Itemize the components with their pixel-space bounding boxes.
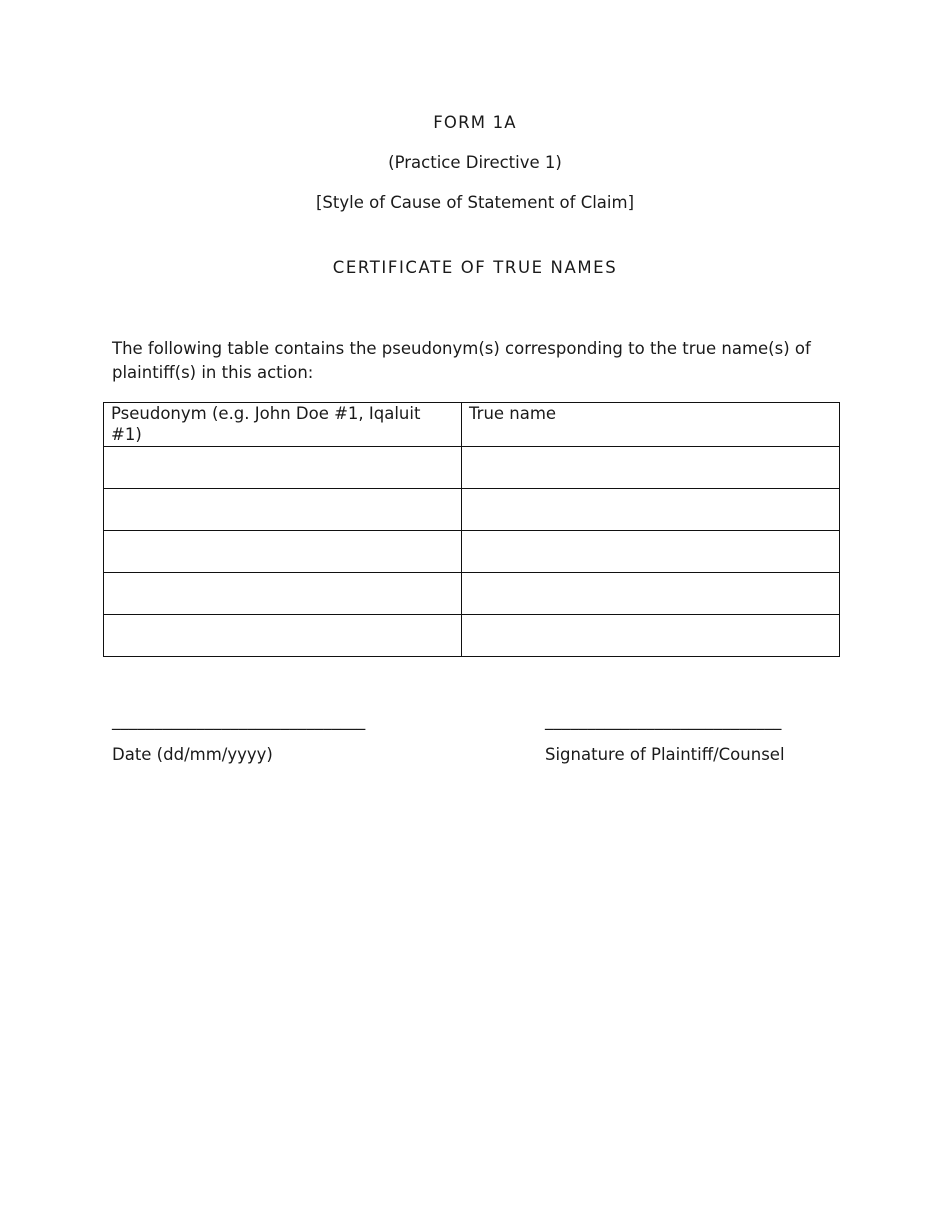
table-row [104,573,840,615]
table-row [104,531,840,573]
signature-blank-line[interactable]: ____________________________ [545,711,782,730]
table-row [104,615,840,657]
pseudonym-cell[interactable] [104,447,462,489]
true-name-cell[interactable] [462,573,840,615]
true-name-cell[interactable] [462,531,840,573]
pseudonym-cell[interactable] [104,573,462,615]
true-name-cell[interactable] [462,615,840,657]
date-label: Date (dd/mm/yyyy) [112,745,273,764]
true-name-column-header: True name [462,403,840,447]
pseudonym-cell[interactable] [104,615,462,657]
style-of-cause: [Style of Cause of Statement of Claim] [315,193,635,212]
pseudonym-cell[interactable] [104,489,462,531]
pseudonym-table [103,402,840,657]
table-row [104,489,840,531]
true-name-cell[interactable] [462,489,840,531]
intro-paragraph: The following table contains the pseudonym(s) corresponding to the true name(s) of plaintiff(s) in this action: [112,339,811,382]
pseudonym-column-header: Pseudonym (e.g. John Doe #1, Iqaluit #1) [104,403,462,447]
signature-label: Signature of Plaintiff/Counsel [545,745,785,764]
table-row [104,447,840,489]
date-blank-line[interactable]: ______________________________ [112,711,366,730]
true-name-cell[interactable] [462,447,840,489]
pseudonym-cell[interactable] [104,531,462,573]
certificate-title: CERTIFICATE OF TRUE NAMES [332,258,618,277]
form-number: FORM 1A [433,113,517,132]
practice-directive: (Practice Directive 1) [388,153,562,172]
table-header-row [104,403,840,447]
